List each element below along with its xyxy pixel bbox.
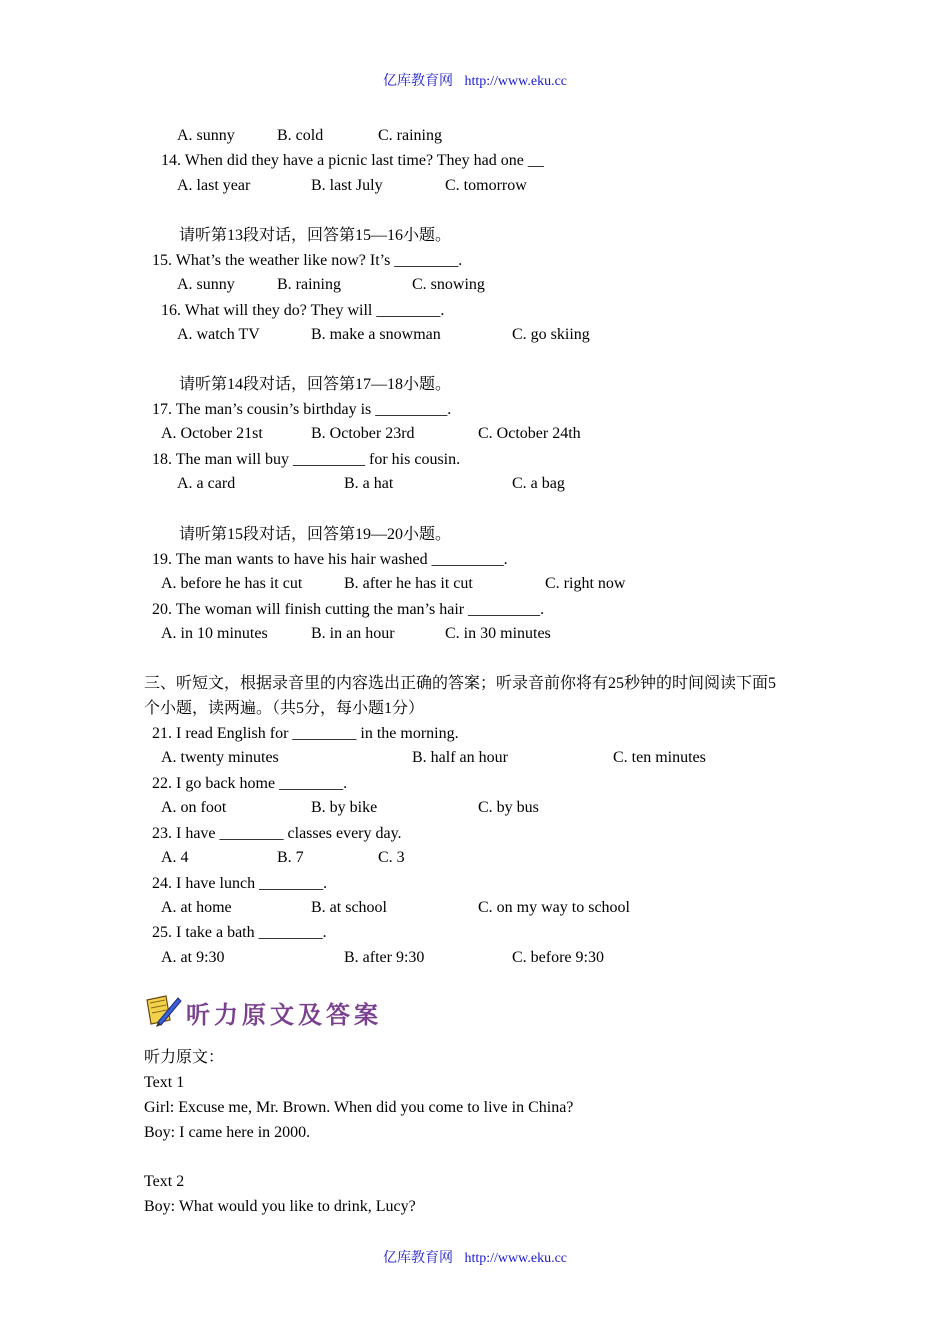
banner-title: 听力原文及答案 xyxy=(186,1000,382,1029)
page-footer xyxy=(0,1247,950,1267)
footer-site-name: 亿库教育网 xyxy=(382,1251,453,1266)
q21-question: 21. I read English for ________ in the morning. xyxy=(152,725,459,742)
q15-option-a: A. sunny xyxy=(177,276,235,293)
pencil-book-icon xyxy=(144,992,182,1033)
instruction-14: 请听第14段对话，回答第17—18小题。 xyxy=(179,376,452,393)
q18-option-a: A. a card xyxy=(177,475,236,492)
q24-option-c: C. on my way to school xyxy=(478,899,630,916)
q20-question: 20. The woman will finish cutting the man’s hair _________. xyxy=(152,601,545,618)
q24-option-b: B. at school xyxy=(311,899,387,916)
text2-title: Text 2 xyxy=(144,1173,185,1190)
q20-option-b: B. in an hour xyxy=(311,625,395,642)
q16-question: 16. What will they do? They will ________. xyxy=(161,302,445,319)
q24-question: 24. I have lunch ________. xyxy=(152,875,328,892)
text1-title: Text 1 xyxy=(144,1074,185,1091)
q17-option-c: C. October 24th xyxy=(478,425,581,442)
q25-option-c: C. before 9:30 xyxy=(512,949,604,966)
section3-instruction-line2: 个小题，读两遍。（共5分，每小题1分） xyxy=(144,700,425,717)
q17-question: 17. The man’s cousin’s birthday is _________. xyxy=(152,401,452,418)
q20-option-c: C. in 30 minutes xyxy=(445,625,551,642)
q13-option-a: A. sunny xyxy=(177,127,235,144)
footer-url[interactable]: http://www.eku.cc xyxy=(464,1251,567,1266)
instruction-15: 请听第15段对话，回答第19—20小题。 xyxy=(179,526,452,543)
q14-option-b: B. last July xyxy=(311,177,383,194)
q18-option-b: B. a hat xyxy=(344,475,394,492)
q13-option-c: C. raining xyxy=(378,127,442,144)
q22-option-c: C. by bus xyxy=(478,799,539,816)
q16-option-a: A. watch TV xyxy=(177,326,260,343)
text1-boy-line: Boy: I came here in 2000. xyxy=(144,1124,311,1141)
q21-option-b: B. half an hour xyxy=(412,749,508,766)
q25-option-a: A. at 9:30 xyxy=(161,949,225,966)
q15-question: 15. What’s the weather like now? It’s ________. xyxy=(152,252,463,269)
q14-question: 14. When did they have a picnic last time? They had one __ xyxy=(161,152,544,169)
q23-option-a: A. 4 xyxy=(161,849,189,866)
transcript-heading: 听力原文： xyxy=(144,1049,225,1066)
q22-question: 22. I go back home ________. xyxy=(152,775,348,792)
text1-girl-line: Girl: Excuse me, Mr. Brown. When did you come to live in China? xyxy=(144,1099,574,1116)
q17-option-a: A. October 21st xyxy=(161,425,263,442)
q15-option-c: C. snowing xyxy=(412,276,485,293)
q22-option-a: A. on foot xyxy=(161,799,227,816)
answer-key-banner xyxy=(144,994,382,1030)
q19-option-a: A. before he has it cut xyxy=(161,575,303,592)
text2-boy-line: Boy: What would you like to drink, Lucy? xyxy=(144,1198,416,1215)
q20-option-a: A. in 10 minutes xyxy=(161,625,268,642)
page-header xyxy=(0,70,950,90)
q18-question: 18. The man will buy _________ for his cousin. xyxy=(152,451,461,468)
q17-option-b: B. October 23rd xyxy=(311,425,415,442)
q16-option-c: C. go skiing xyxy=(512,326,590,343)
instruction-13: 请听第13段对话，回答第15—16小题。 xyxy=(179,227,452,244)
q23-question: 23. I have ________ classes every day. xyxy=(152,825,402,842)
q21-option-c: C. ten minutes xyxy=(613,749,706,766)
q19-question: 19. The man wants to have his hair washed _________. xyxy=(152,551,508,568)
header-url[interactable]: http://www.eku.cc xyxy=(464,74,567,89)
q24-option-a: A. at home xyxy=(161,899,232,916)
header-site-name: 亿库教育网 xyxy=(382,74,453,89)
q16-option-b: B. make a snowman xyxy=(311,326,441,343)
q19-option-c: C. right now xyxy=(545,575,626,592)
q23-option-b: B. 7 xyxy=(277,849,304,866)
q14-option-a: A. last year xyxy=(177,177,251,194)
q21-option-a: A. twenty minutes xyxy=(161,749,279,766)
q22-option-b: B. by bike xyxy=(311,799,378,816)
section3-instruction-line1: 三、听短文，根据录音里的内容选出正确的答案；听录音前你将有25秒钟的时间阅读下面5 xyxy=(144,675,777,692)
q15-option-b: B. raining xyxy=(277,276,341,293)
q25-question: 25. I take a bath ________. xyxy=(152,924,327,941)
q14-option-c: C. tomorrow xyxy=(445,177,527,194)
q18-option-c: C. a bag xyxy=(512,475,565,492)
q13-option-b: B. cold xyxy=(277,127,324,144)
q25-option-b: B. after 9:30 xyxy=(344,949,425,966)
q23-option-c: C. 3 xyxy=(378,849,405,866)
q19-option-b: B. after he has it cut xyxy=(344,575,473,592)
